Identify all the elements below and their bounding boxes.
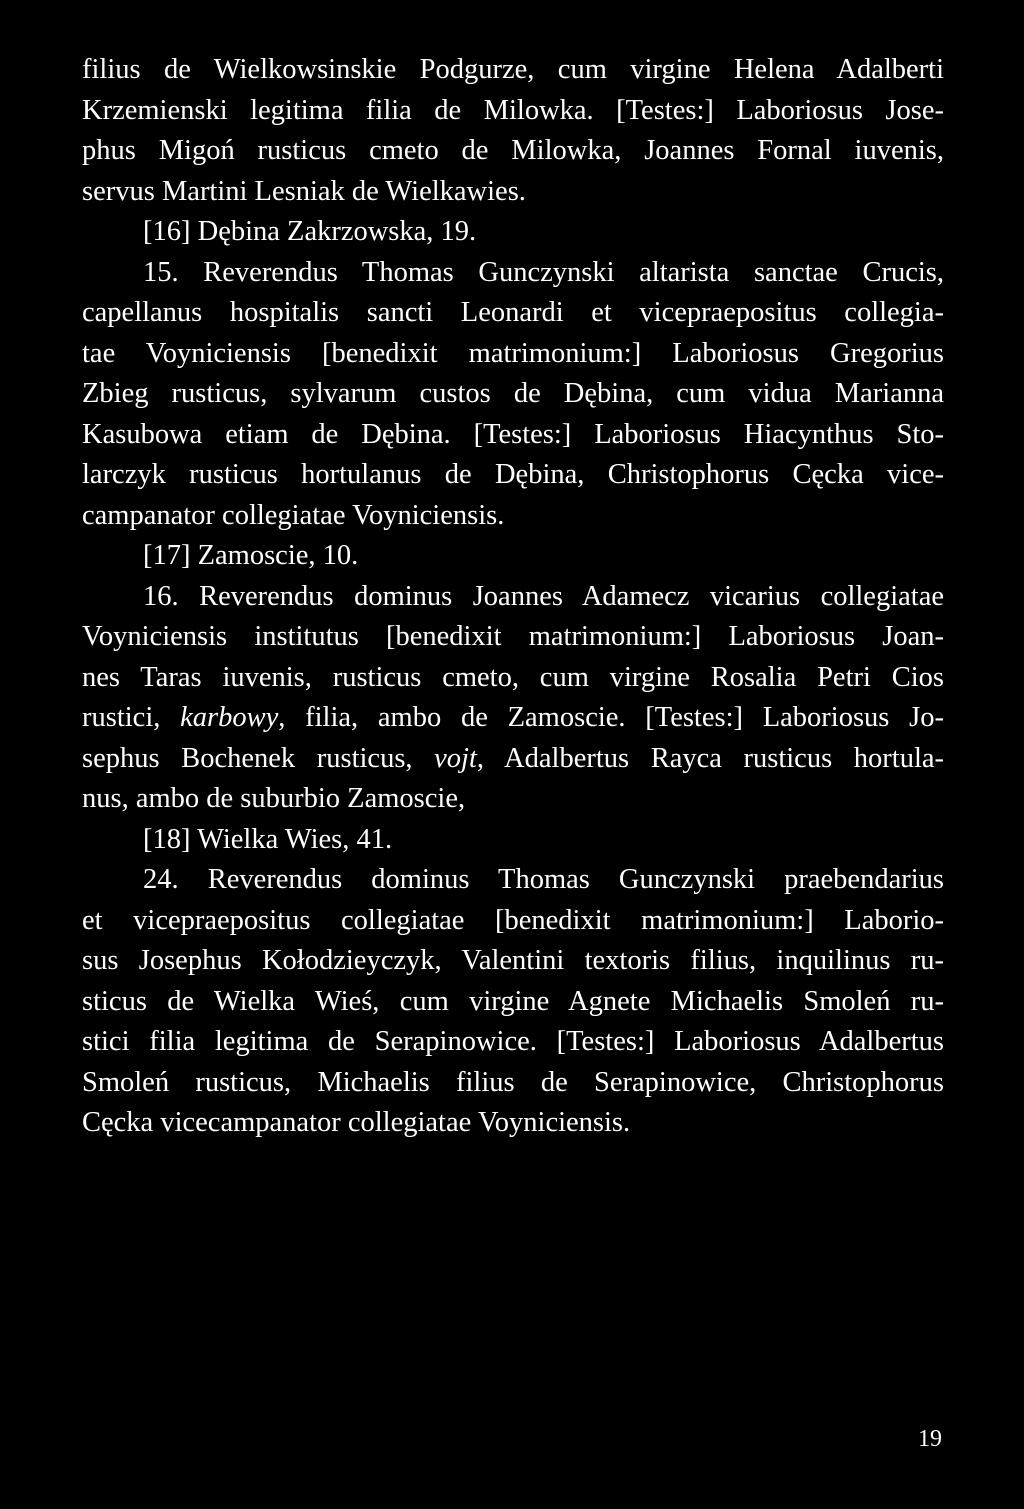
page-number: 19 <box>918 1426 942 1452</box>
paragraph-entry-16 <box>82 577 944 820</box>
entry-heading-18: [18] Wielka Wies, 41. <box>143 823 393 855</box>
text-line: nus, ambo de suburbio Zamoscie, <box>82 783 466 814</box>
text-run: rustici, <box>82 702 181 733</box>
text-line: 24. Reverendus dominus Thomas Gunczynski praebendarius <box>143 864 944 895</box>
text-line: tae Voyniciensis [benedixit matrimonium:] Laboriosus Gregorius <box>82 337 944 369</box>
text-line: Voyniciensis institutus [benedixit matrimonium:] Laboriosus Joan- <box>82 621 944 652</box>
text-line: stici filia legitima de Serapinowice. [Testes:] Laboriosus Adalbertus <box>82 1026 944 1057</box>
paragraph-entry-15 <box>82 253 944 537</box>
text-run: sephus Bochenek rusticus, <box>82 742 435 774</box>
text-line: Cęcka vicecampanator collegiatae Voyniciensis. <box>82 1107 631 1138</box>
paragraph-continued <box>82 50 944 212</box>
entry-heading-17: [17] Zamoscie, 10. <box>143 540 359 571</box>
text-line: filius de Wielkowsinskie Podgurze, cum virgine Helena Adalberti <box>82 54 944 85</box>
text-line <box>82 739 944 780</box>
italic-term: vojt <box>434 742 477 774</box>
text-line: sus Josephus Kołodzieyczyk, Valentini textoris filius, inquilinus ru- <box>82 945 944 976</box>
text-line: campanator collegiatae Voyniciensis. <box>82 499 505 531</box>
text-line: phus Migoń rusticus cmeto de Milowka, Joannes Fornal iuvenis, <box>82 135 944 166</box>
paragraph-entry-24 <box>82 860 944 1144</box>
text-line: servus Martini Lesniak de Wielkawies. <box>82 175 526 207</box>
text-line: Krzemienski legitima filia de Milowka. [Testes:] Laboriosus Jose- <box>82 94 944 126</box>
text-line: capellanus hospitalis sancti Leonardi et vicepraepositus collegia- <box>82 297 944 328</box>
text-line: sticus de Wielka Wieś, cum virgine Agnete Michaelis Smoleń ru- <box>82 985 944 1017</box>
entry-heading-16: [16] Dębina Zakrzowska, 19. <box>143 216 477 247</box>
text-run: , filia, ambo de Zamoscie. [Testes:] Laboriosus Jo- <box>278 702 944 733</box>
text-line: 16. Reverendus dominus Joannes Adamecz vicarius collegiatae <box>143 580 944 612</box>
text-line <box>82 698 944 739</box>
text-run: , Adalbertus Rayca rusticus hortula- <box>476 742 944 774</box>
text-line: nes Taras iuvenis, rusticus cmeto, cum virgine Rosalia Petri Cios <box>82 661 944 693</box>
text-line: et vicepraepositus collegiatae [benedixit matrimonium:] Laborio- <box>82 904 944 936</box>
text-line: Smoleń rusticus, Michaelis filius de Serapinowice, Christophorus <box>82 1066 944 1098</box>
text-line: Zbieg rusticus, sylvarum custos de Dębina, cum vidua Marianna <box>82 378 944 409</box>
page-text-body <box>82 50 944 1144</box>
italic-term: karbowy <box>180 702 279 733</box>
text-line: Kasubowa etiam de Dębina. [Testes:] Laboriosus Hiacynthus Sto- <box>82 418 944 450</box>
text-line: 15. Reverendus Thomas Gunczynski altarista sanctae Crucis, <box>143 256 944 288</box>
text-line: larczyk rusticus hortulanus de Dębina, Christophorus Cęcka vice- <box>82 459 944 490</box>
